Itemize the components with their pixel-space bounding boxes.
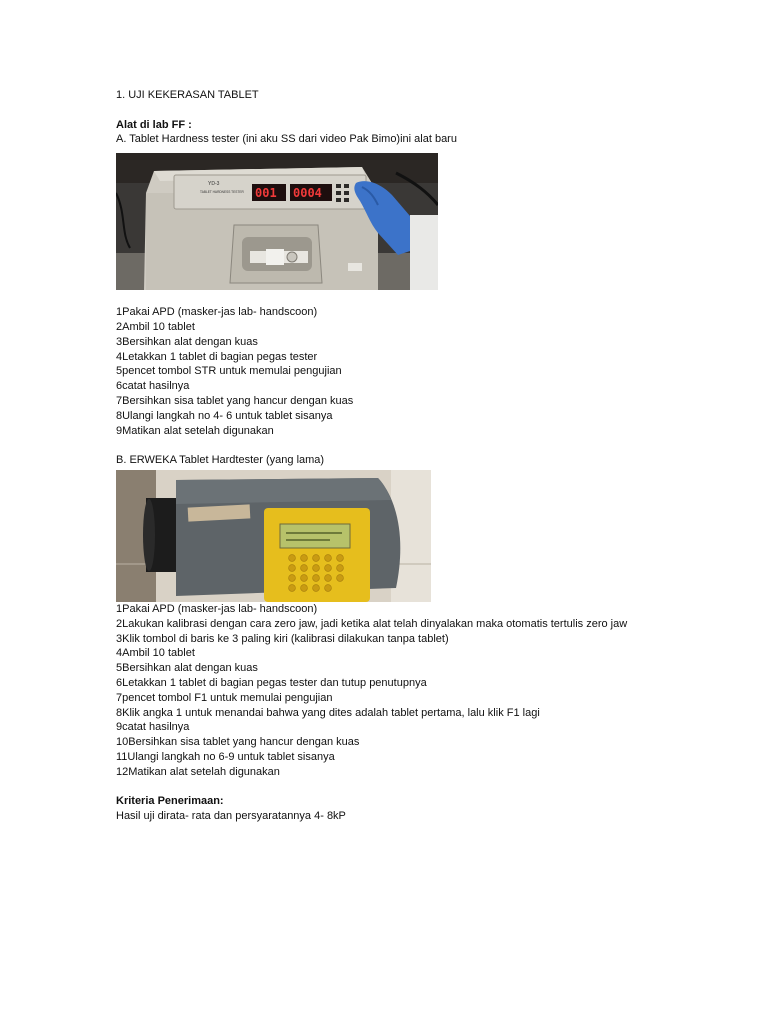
- step-item: 11Ulangi langkah no 6-9 untuk tablet sisanya: [116, 750, 335, 763]
- step-item: 12Matikan alat setelah digunakan: [116, 765, 280, 778]
- section-b-steps: [116, 602, 656, 780]
- criteria-text: Hasil uji dirata- rata dan persyaratannya 4- 8kP: [116, 810, 346, 823]
- criteria-title: Kriteria Penerimaan:: [116, 795, 224, 808]
- step-item: 3Bersihkan alat dengan kuas: [116, 335, 258, 348]
- step-item: 1Pakai APD (masker-jas lab- handscoon): [116, 602, 318, 615]
- step-item: 4Ambil 10 tablet: [116, 647, 195, 660]
- step-item: 2Ambil 10 tablet: [116, 320, 195, 333]
- step-item: 10Bersihkan sisa tablet yang hancur dengan kuas: [116, 736, 360, 749]
- step-item: 6Letakkan 1 tablet di bagian pegas tester dan tutup penutupnya: [116, 676, 427, 689]
- device-model-label: YD-3: [208, 181, 220, 188]
- step-item: 6catat hasilnya: [116, 380, 190, 393]
- section-b-title: B. ERWEKA Tablet Hardtester (yang lama): [116, 454, 325, 467]
- step-item: 3Klik tombol di baris ke 3 paling kiri (kalibrasi dilakukan tanpa tablet): [116, 632, 449, 645]
- step-item: 7Bersihkan sisa tablet yang hancur dengan kuas: [116, 394, 354, 407]
- section-a-steps: [116, 305, 656, 438]
- step-item: 1Pakai APD (masker-jas lab- handscoon): [116, 306, 318, 319]
- step-item: 2Lakukan kalibrasi dengan cara zero jaw, jadi ketika alat telah dinyalakan maka otomatis tertulis zero jaw: [116, 617, 628, 630]
- device-name-label: TABLET HARDNESS TESTER: [200, 190, 244, 195]
- hardness-tester-photo: [116, 153, 438, 290]
- display-readout-left: 001: [255, 186, 277, 201]
- step-item: 5pencet tombol STR untuk memulai pengujian: [116, 365, 342, 378]
- step-item: 8Klik angka 1 untuk menandai bahwa yang dites adalah tablet pertama, lalu klik F1 lagi: [116, 706, 540, 719]
- section-a-title: A. Tablet Hardness tester (ini aku SS dari video Pak Bimo)ini alat baru: [116, 133, 457, 146]
- step-item: 9Matikan alat setelah digunakan: [116, 424, 274, 437]
- step-item: 8Ulangi langkah no 4- 6 untuk tablet sisanya: [116, 409, 333, 422]
- display-readout-right: 0004: [293, 186, 322, 201]
- step-item: 4Letakkan 1 tablet di bagian pegas tester: [116, 350, 318, 363]
- step-item: 5Bersihkan alat dengan kuas: [116, 662, 258, 675]
- lab-subheading: Alat di lab FF :: [116, 118, 192, 131]
- document-page: [116, 88, 656, 824]
- step-item: 7pencet tombol F1 untuk memulai pengujian: [116, 691, 333, 704]
- erweka-tester-photo: [116, 470, 431, 602]
- document-heading: 1. UJI KEKERASAN TABLET: [116, 89, 259, 101]
- step-item: 9catat hasilnya: [116, 721, 190, 734]
